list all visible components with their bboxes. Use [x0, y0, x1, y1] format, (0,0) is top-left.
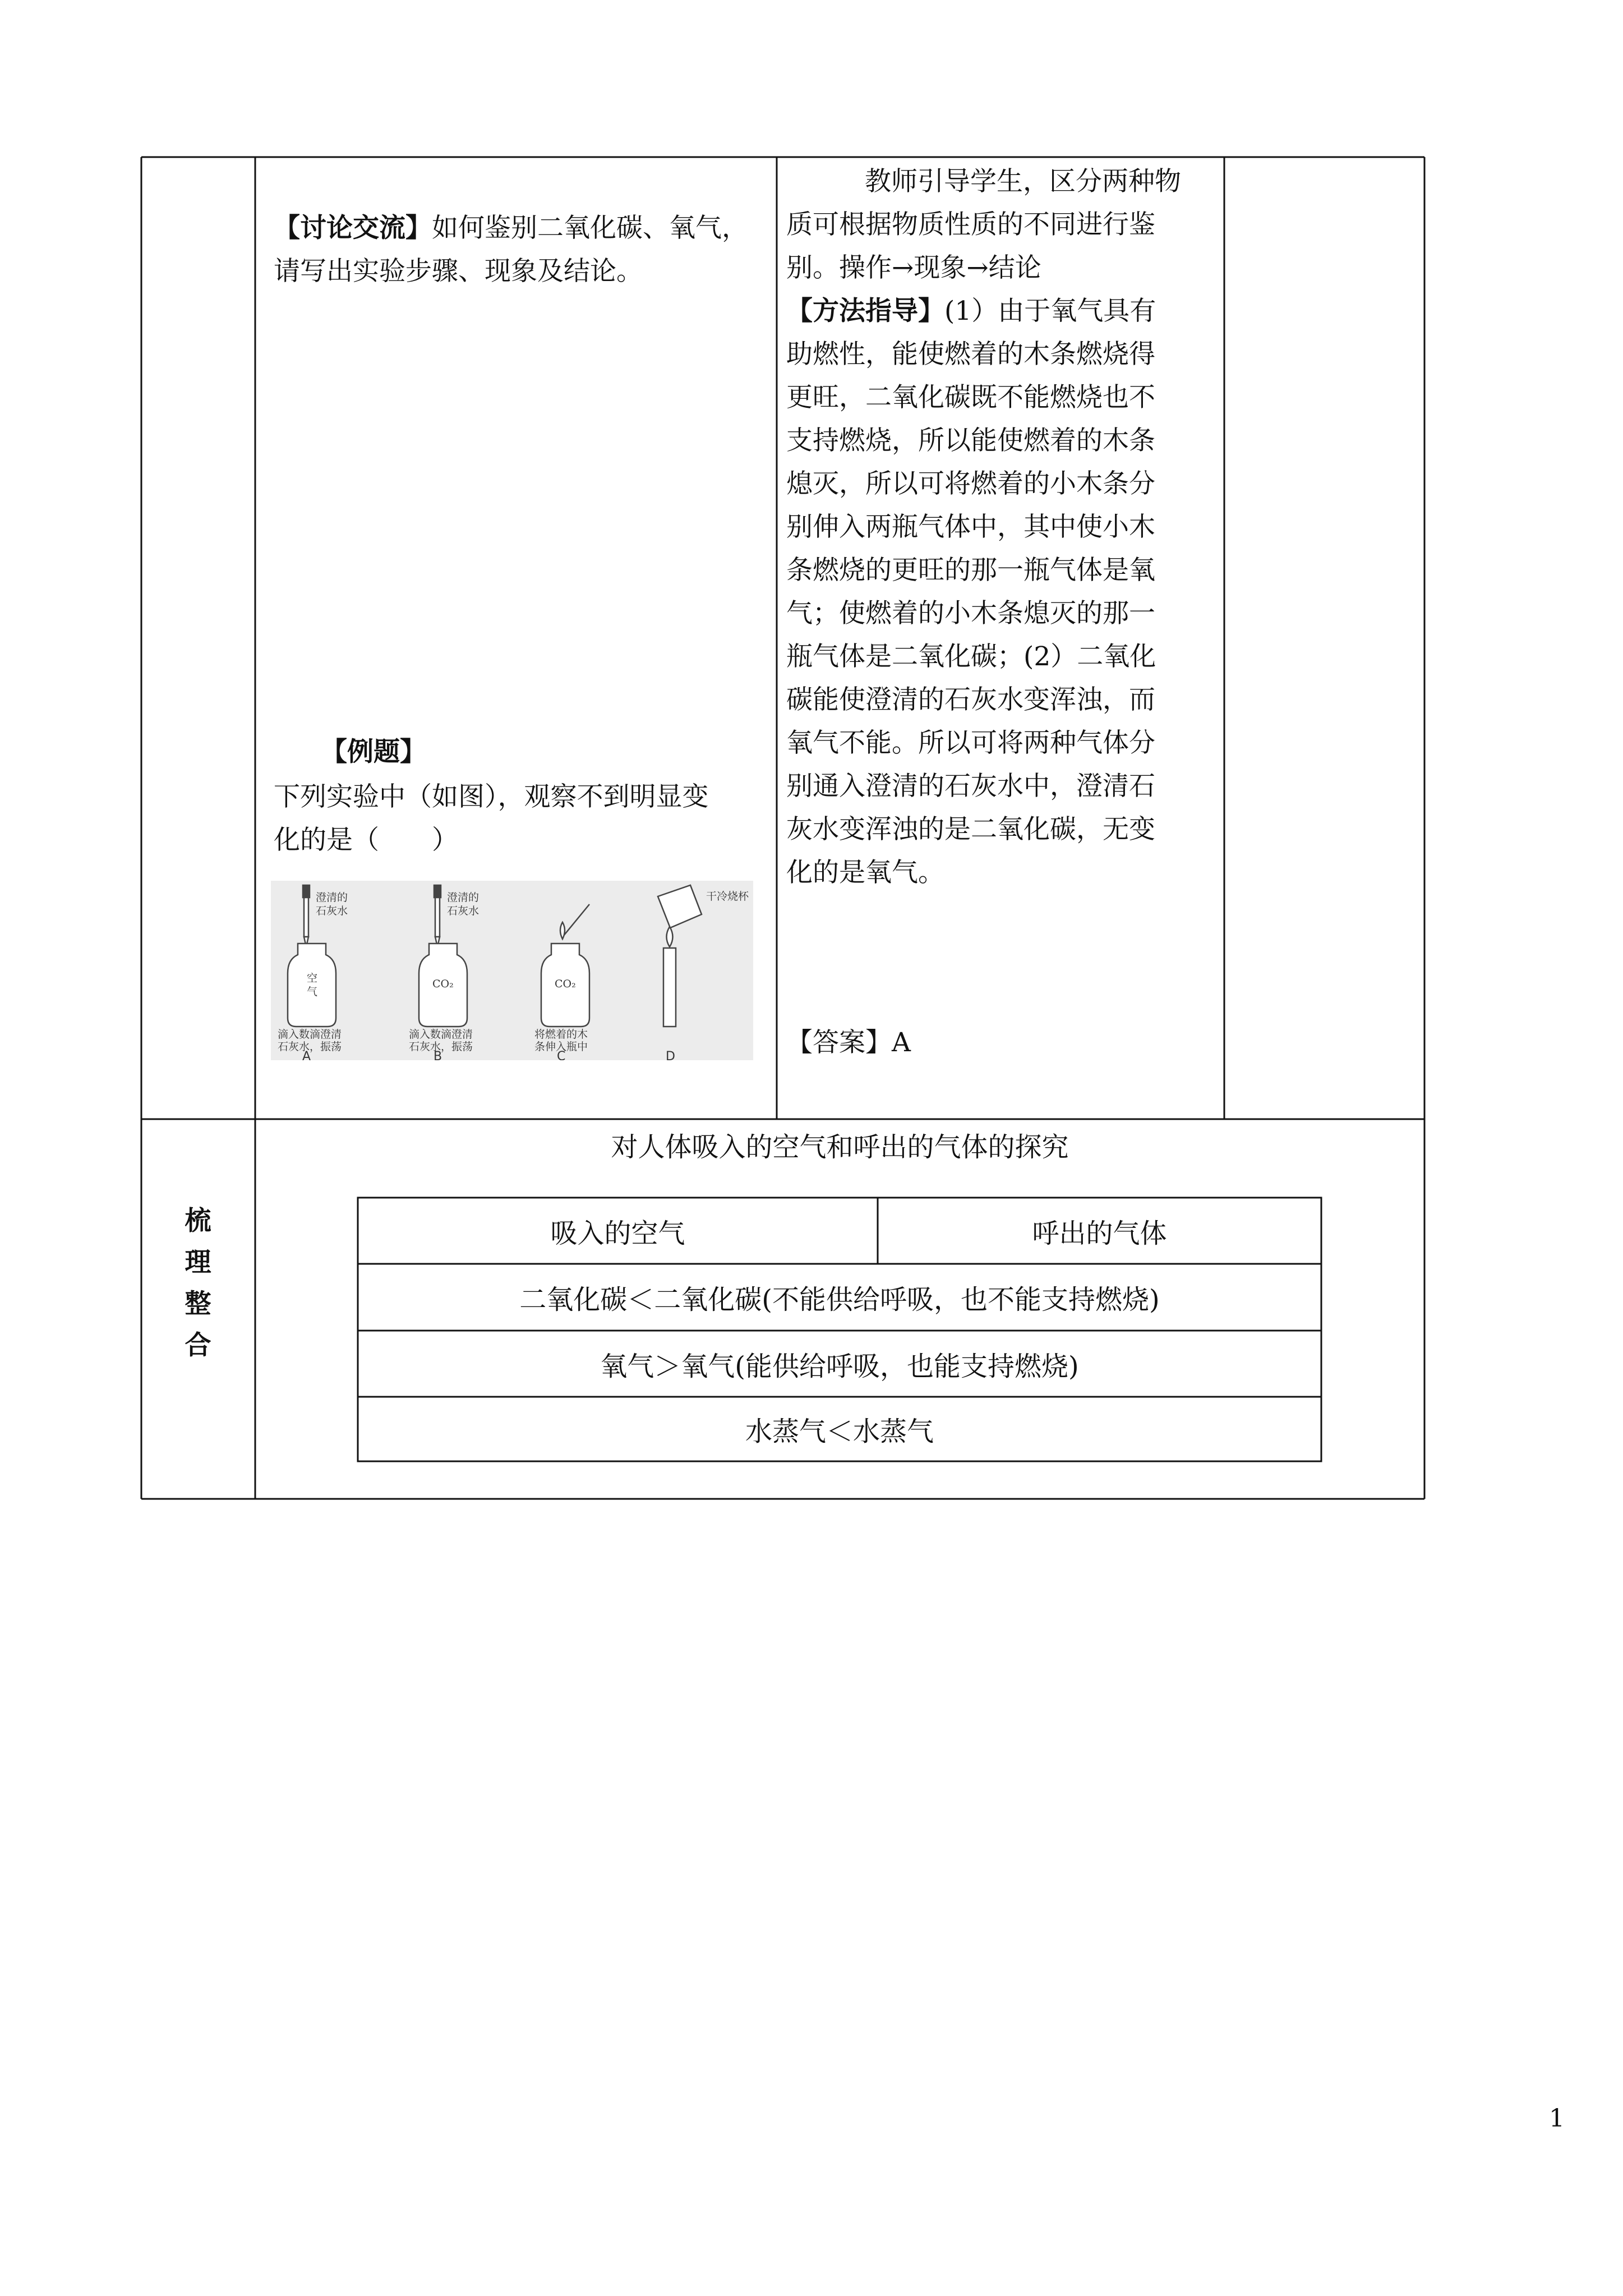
header-exhaled-gas: 呼出的气体	[1032, 1217, 1167, 1249]
method-line-3: 支持燃烧，所以能使燃着的木条	[786, 425, 1155, 456]
discussion-text-second: 请写出实验步骤、现象及结论。	[274, 256, 643, 287]
comparison-row-co2: 二氧化碳＜二氧化碳(不能供给呼吸，也不能支持燃烧)	[519, 1284, 1160, 1315]
teacher-guide-line2: 质可根据物质性质的不同进行鉴	[786, 209, 1155, 240]
method-line-12: 灰水变浑浊的是二氧化碳，无变	[786, 814, 1155, 845]
summary-label-char-4: 合	[185, 1330, 211, 1361]
method-line-5: 别伸入两瓶气体中，其中使小木	[786, 512, 1155, 542]
caption-c-2: 条伸入瓶中	[534, 1041, 588, 1053]
method-line-0	[786, 289, 1218, 333]
letter-d: D	[666, 1050, 675, 1060]
method-tag: 【方法指导】	[786, 296, 944, 326]
method-line-6: 条燃烧的更旺的那一瓶气体是氧	[786, 555, 1155, 586]
teacher-guide	[786, 160, 1218, 894]
example-question-line2: 化的是（ ）	[274, 825, 458, 855]
discussion-tag: 【讨论交流】	[274, 213, 432, 243]
method-line-13: 化的是氧气。	[786, 857, 944, 888]
dropper-label-b-2: 石灰水	[447, 905, 479, 917]
summary-title: 对人体吸入的空气和呼出的气体的探究	[611, 1131, 1069, 1163]
answer-text: 【答案】A	[786, 1027, 911, 1058]
page-number: 1	[1549, 2104, 1565, 2133]
summary-label-char-3: 整	[185, 1289, 211, 1319]
caption-a-2: 石灰水，振荡	[278, 1041, 342, 1053]
bottle-b-text: CO₂	[432, 978, 454, 990]
method-line-2: 更旺，二氧化碳既不能燃烧也不	[786, 382, 1155, 413]
beaker-label: 干冷烧杯	[706, 890, 749, 903]
discussion-paragraph	[274, 206, 767, 293]
caption-b-1: 滴入数滴澄清	[409, 1028, 473, 1041]
example-question-line1: 下列实验中（如图），观察不到明显变	[274, 781, 709, 812]
caption-c-1: 将燃着的木	[534, 1028, 588, 1041]
summary-label-char-1: 梳	[185, 1205, 211, 1236]
experiment-figure	[271, 881, 753, 1060]
caption-a-1: 滴入数滴澄清	[278, 1028, 342, 1041]
bottle-a-text-1: 空	[307, 972, 318, 984]
teacher-guide-line3: 别。操作→现象→结论	[786, 252, 1041, 283]
example-heading: 【例题】	[321, 737, 426, 767]
header-inhaled-air: 吸入的空气	[550, 1217, 685, 1249]
example-question	[274, 775, 767, 862]
method-text-0: (1）由于氧气具有	[944, 296, 1156, 326]
dropper-label-a-1: 澄清的	[316, 891, 348, 904]
discussion-text-first: 如何鉴别二氧化碳、氧气，	[432, 213, 748, 243]
method-line-7: 气；使燃着的小木条熄灭的那一	[786, 598, 1155, 629]
method-line-10: 氧气不能。所以可将两种气体分	[786, 728, 1155, 758]
comparison-row-water-vapor: 水蒸气＜水蒸气	[745, 1416, 934, 1447]
bottle-a-text-2: 气	[307, 986, 318, 998]
letter-b: B	[434, 1050, 442, 1060]
summary-label-char-2: 理	[185, 1247, 211, 1278]
method-line-1: 助燃性，能使燃着的木条燃烧得	[786, 339, 1155, 370]
method-line-4: 熄灭，所以可将燃着的小木条分	[786, 468, 1155, 499]
teacher-guide-line1: 教师引导学生，区分两种物	[865, 166, 1181, 197]
letter-a: A	[302, 1050, 311, 1060]
summary-label	[181, 1200, 215, 1366]
method-line-8: 瓶气体是二氧化碳；(2）二氧化	[786, 641, 1156, 672]
dropper-label-b-1: 澄清的	[447, 891, 479, 904]
method-line-9: 碳能使澄清的石灰水变浑浊，而	[786, 684, 1155, 715]
caption-b-2: 石灰水，振荡	[409, 1041, 473, 1053]
letter-c: C	[557, 1050, 566, 1060]
bottle-c-text: CO₂	[555, 978, 576, 990]
dropper-label-a-2: 石灰水	[316, 905, 348, 917]
method-line-11: 别通入澄清的石灰水中，澄清石	[786, 771, 1155, 802]
comparison-row-o2: 氧气＞氧气(能供给呼吸，也能支持燃烧)	[600, 1350, 1079, 1382]
